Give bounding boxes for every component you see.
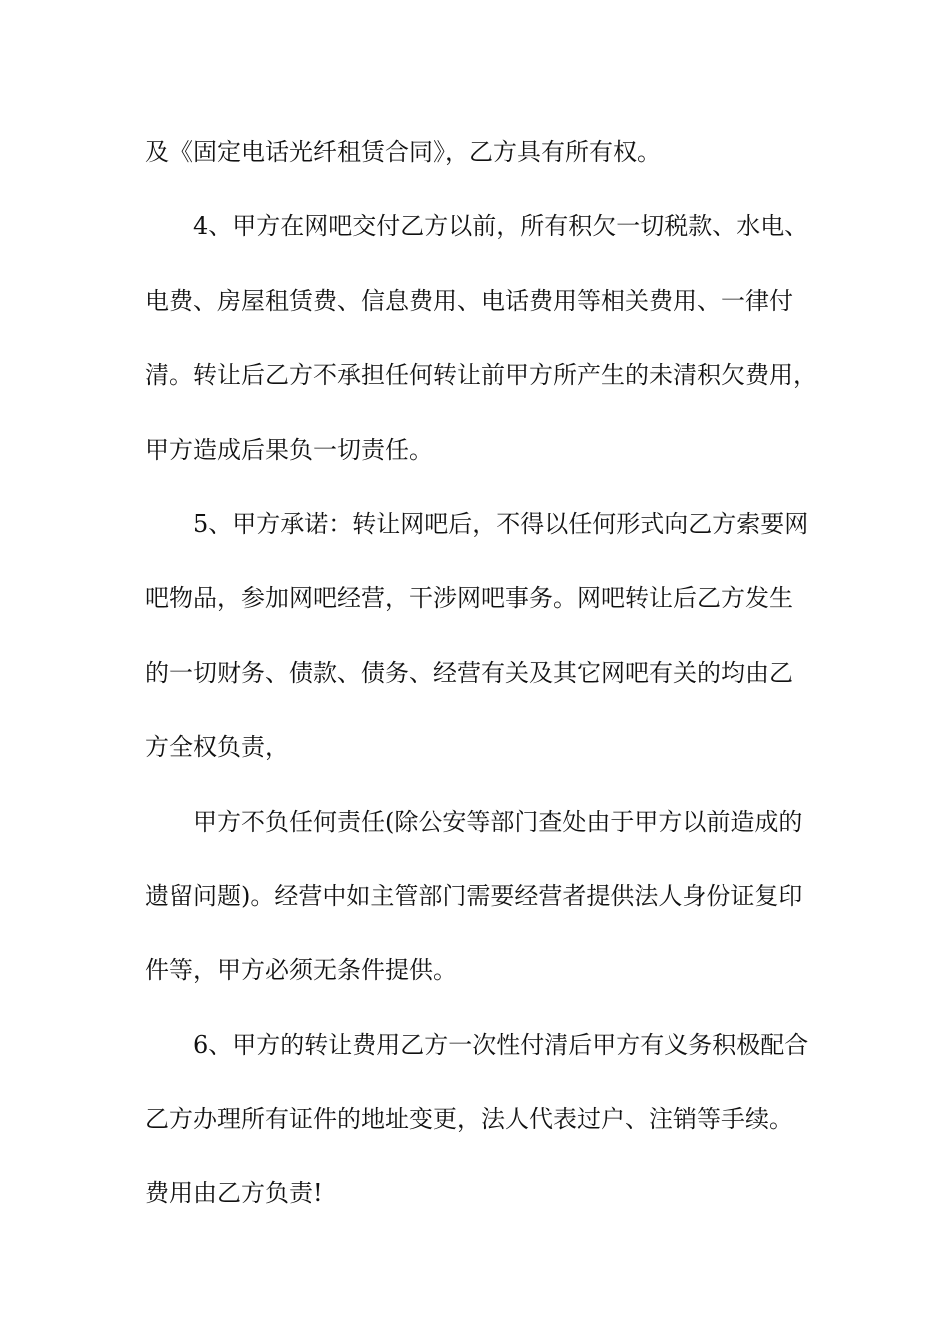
text-line: 甲方造成后果负一切责任。 (145, 435, 433, 464)
text-line: 电费、房屋租赁费、信息费用、电话费用等相关费用、一律付 (145, 286, 793, 315)
text-line: 件等，甲方必须无条件提供。 (145, 956, 457, 985)
text-line: 吧物品，参加网吧经营，干涉网吧事务。网吧转让后乙方发生 (145, 584, 793, 613)
text-line: 甲方不负任何责任(除公安等部门查处由于甲方以前造成的 (193, 807, 803, 836)
text-line: 清。转让后乙方不承担任何转让前甲方所产生的未清积欠费用， (145, 361, 817, 390)
document-body (145, 126, 825, 1242)
text-line: 费用由乙方负责! (145, 1179, 323, 1208)
text-line: 及《固定电话光纤租赁合同》，乙方具有所有权。 (145, 138, 661, 166)
text-line: 方全权负责， (145, 733, 289, 762)
text-line: 遗留问题)。经营中如主管部门需要经营者提供法人身份证复印 (145, 881, 803, 910)
text-line: 4、甲方在网吧交付乙方以前，所有积欠一切税款、水电、 (193, 212, 809, 241)
text-line: 乙方办理所有证件的地址变更，法人代表过户、注销等手续。 (145, 1105, 793, 1134)
text-line: 6、甲方的转让费用乙方一次性付清后甲方有义务积极配合 (193, 1030, 809, 1059)
text-line: 的一切财务、债款、债务、经营有关及其它网吧有关的均由乙 (145, 658, 793, 687)
text-line: 5、甲方承诺：转让网吧后，不得以任何形式向乙方索要网 (193, 509, 809, 538)
